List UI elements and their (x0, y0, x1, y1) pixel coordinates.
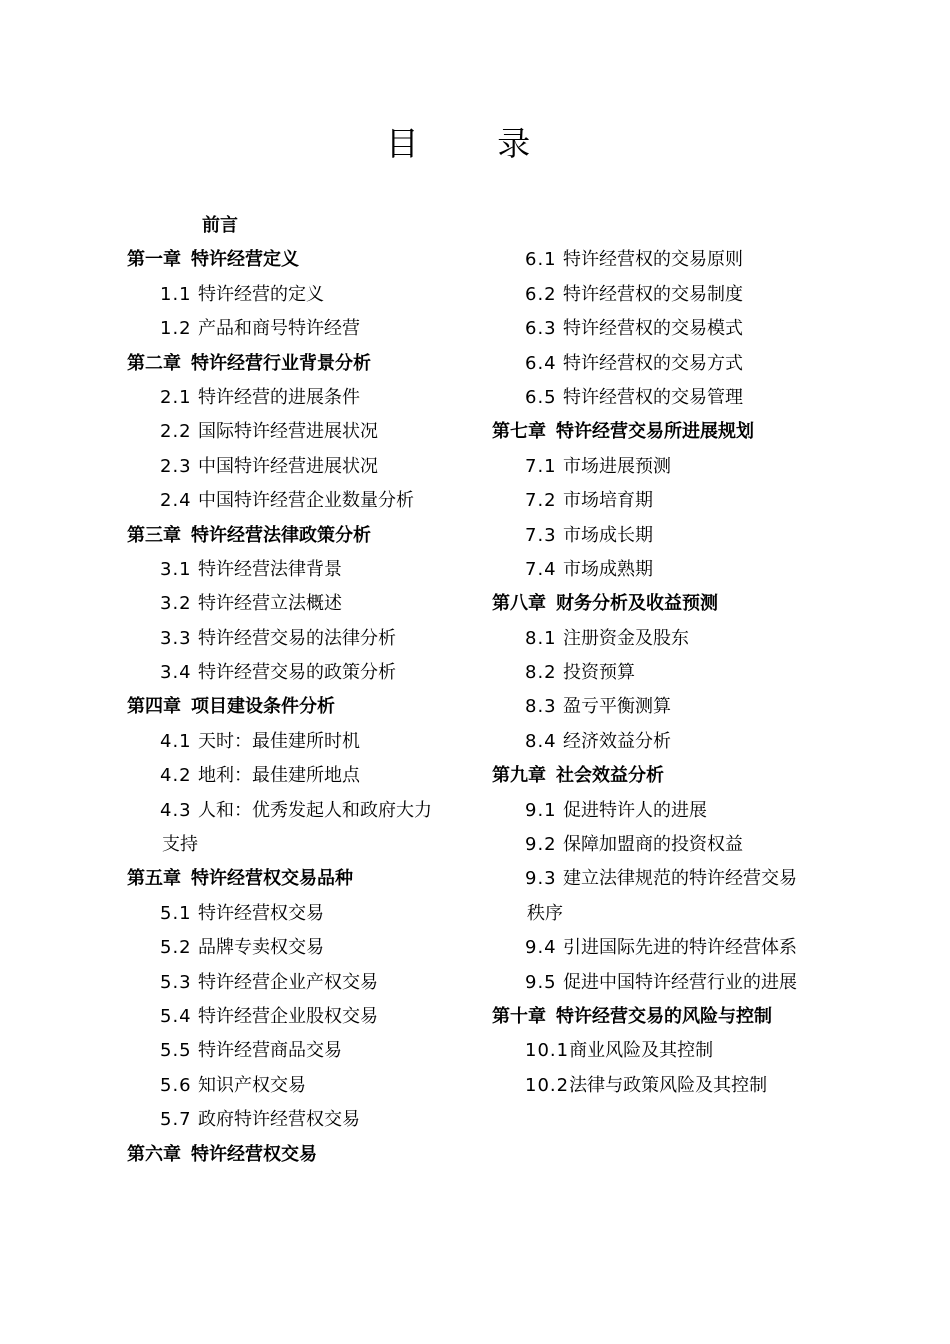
section-number: 5.1 (160, 902, 192, 924)
section-number: 7.2 (525, 490, 557, 512)
toc-section-continuation: 秩序 (527, 902, 563, 924)
section-number: 7.1 (525, 455, 557, 477)
toc-title: 目 录 (385, 124, 565, 163)
section-title: 特许经营权的交易制度 (563, 283, 743, 305)
toc-section (492, 1069, 842, 1103)
toc-section (492, 622, 842, 656)
section-number: 6.3 (525, 318, 557, 340)
chapter-title: 特许经营法律政策分析 (191, 524, 371, 546)
toc-section (127, 553, 487, 587)
section-title: 特许经营立法概述 (198, 593, 342, 615)
section-number: 8.1 (525, 627, 557, 649)
toc-section (492, 656, 842, 690)
chapter-label: 第四章 (127, 696, 181, 718)
toc-section (127, 794, 487, 828)
toc-section-continuation: 支持 (162, 834, 198, 856)
toc-right-column (492, 243, 842, 1103)
toc-left-column (127, 209, 487, 1172)
section-number: 7.3 (525, 524, 557, 546)
section-number: 9.3 (525, 868, 557, 890)
section-number: 9.2 (525, 834, 557, 856)
section-number: 8.4 (525, 730, 557, 752)
toc-section (492, 278, 842, 312)
section-number: 6.1 (525, 249, 557, 271)
section-title: 市场培育期 (563, 490, 653, 512)
chapter-title: 特许经营行业背景分析 (191, 352, 371, 374)
toc-chapter (492, 1000, 842, 1034)
section-title: 保障加盟商的投资权益 (563, 834, 743, 856)
section-number: 4.1 (160, 730, 192, 752)
toc-section (127, 450, 487, 484)
toc-section (492, 794, 842, 828)
toc-section (492, 347, 842, 381)
section-title: 特许经营企业股权交易 (198, 1005, 378, 1027)
toc-chapter (127, 862, 487, 896)
toc-section (127, 931, 487, 965)
section-number: 3.3 (160, 627, 192, 649)
section-title: 投资预算 (563, 662, 635, 684)
section-title: 特许经营的定义 (198, 283, 324, 305)
section-title: 特许经营商品交易 (198, 1040, 342, 1062)
section-title: 天时：最佳建所时机 (198, 730, 360, 752)
section-title: 特许经营法律背景 (198, 558, 342, 580)
section-number: 10.1 (525, 1040, 570, 1062)
section-title: 促进中国特许经营行业的进展 (563, 971, 797, 993)
toc-chapter (127, 1138, 487, 1172)
toc-section (127, 1034, 487, 1068)
toc-chapter (492, 759, 842, 793)
section-title: 特许经营权交易 (198, 902, 324, 924)
section-title: 特许经营交易的政策分析 (198, 662, 396, 684)
chapter-title: 项目建设条件分析 (191, 696, 335, 718)
section-title: 品牌专卖权交易 (198, 937, 324, 959)
section-title: 盈亏平衡测算 (563, 696, 671, 718)
chapter-label: 第八章 (492, 593, 546, 615)
section-title: 市场成长期 (563, 524, 653, 546)
section-number: 5.5 (160, 1040, 192, 1062)
section-number: 8.3 (525, 696, 557, 718)
section-title: 特许经营权的交易方式 (563, 352, 743, 374)
section-title: 特许经营交易的法律分析 (198, 627, 396, 649)
toc-section (127, 312, 487, 346)
toc-section (492, 690, 842, 724)
toc-section (127, 725, 487, 759)
section-title: 市场进展预测 (563, 455, 671, 477)
toc-section (127, 656, 487, 690)
section-number: 2.2 (160, 421, 192, 443)
toc-section (127, 415, 487, 449)
chapter-label: 第二章 (127, 352, 181, 374)
chapter-title: 特许经营定义 (191, 249, 299, 271)
chapter-label: 第五章 (127, 868, 181, 890)
toc-chapter (492, 587, 842, 621)
toc-section (492, 484, 842, 518)
section-number: 3.1 (160, 558, 192, 580)
section-title: 经济效益分析 (563, 730, 671, 752)
toc-section (492, 725, 842, 759)
toc-section (127, 897, 487, 931)
toc-section (492, 381, 842, 415)
toc-chapter (127, 519, 487, 553)
toc-section (127, 759, 487, 793)
section-number: 1.2 (160, 318, 192, 340)
toc-section (492, 966, 842, 1000)
section-number: 8.2 (525, 662, 557, 684)
chapter-label: 第九章 (492, 765, 546, 787)
section-number: 2.4 (160, 490, 192, 512)
section-title: 中国特许经营企业数量分析 (198, 490, 414, 512)
chapter-title: 特许经营权交易品种 (191, 868, 353, 890)
chapter-label: 第三章 (127, 524, 181, 546)
section-title: 国际特许经营进展状况 (198, 421, 378, 443)
section-title: 特许经营权的交易管理 (563, 386, 743, 408)
chapter-title: 特许经营交易的风险与控制 (556, 1005, 772, 1027)
chapter-title: 特许经营权交易 (191, 1143, 317, 1165)
toc-section (127, 484, 487, 518)
chapter-title: 特许经营交易所进展规划 (556, 421, 754, 443)
toc-section (127, 381, 487, 415)
section-number: 9.4 (525, 937, 557, 959)
toc-chapter (492, 415, 842, 449)
section-number: 10.2 (525, 1074, 570, 1096)
section-title: 法律与政策风险及其控制 (569, 1074, 768, 1096)
section-title: 市场成熟期 (563, 558, 653, 580)
toc-section (492, 862, 842, 896)
section-title: 建立法律规范的特许经营交易 (563, 868, 797, 890)
toc-section (127, 966, 487, 1000)
section-title: 商业风险及其控制 (569, 1040, 714, 1062)
section-number: 2.3 (160, 455, 192, 477)
chapter-label: 第七章 (492, 421, 546, 443)
section-title: 地利：最佳建所地点 (198, 765, 360, 787)
toc-chapter (127, 243, 487, 277)
section-number: 1.1 (160, 283, 192, 305)
toc-section (492, 828, 842, 862)
section-number: 5.2 (160, 937, 192, 959)
section-number: 5.6 (160, 1074, 192, 1096)
section-number: 6.2 (525, 283, 557, 305)
section-number: 2.1 (160, 386, 192, 408)
toc-chapter (127, 690, 487, 724)
section-title: 产品和商号特许经营 (198, 318, 360, 340)
toc-section (492, 1034, 842, 1068)
section-number: 9.5 (525, 971, 557, 993)
section-number: 6.5 (525, 386, 557, 408)
section-title: 注册资金及股东 (563, 627, 689, 649)
chapter-title: 财务分析及收益预测 (556, 593, 718, 615)
toc-section (492, 450, 842, 484)
chapter-label: 第一章 (127, 249, 181, 271)
section-number: 7.4 (525, 558, 557, 580)
section-number: 4.2 (160, 765, 192, 787)
toc-section (492, 243, 842, 277)
section-number: 5.7 (160, 1109, 192, 1131)
toc-section (127, 622, 487, 656)
chapter-title: 社会效益分析 (556, 765, 664, 787)
section-title: 特许经营权的交易模式 (563, 318, 743, 340)
toc-section (127, 278, 487, 312)
toc-section (492, 553, 842, 587)
section-title: 人和：优秀发起人和政府大力 (198, 799, 432, 821)
section-number: 6.4 (525, 352, 557, 374)
section-number: 4.3 (160, 799, 192, 821)
section-title: 特许经营企业产权交易 (198, 971, 378, 993)
section-title: 促进特许人的进展 (563, 799, 707, 821)
section-title: 知识产权交易 (198, 1074, 306, 1096)
toc-section (492, 519, 842, 553)
section-title: 引进国际先进的特许经营体系 (563, 937, 797, 959)
section-title: 特许经营权的交易原则 (563, 249, 743, 271)
toc-section (127, 1103, 487, 1137)
section-number: 3.2 (160, 593, 192, 615)
chapter-label: 第十章 (492, 1005, 546, 1027)
section-title: 中国特许经营进展状况 (198, 455, 378, 477)
toc-section (492, 931, 842, 965)
section-number: 5.4 (160, 1005, 192, 1027)
toc-preface: 前言 (202, 215, 238, 236)
toc-section (127, 587, 487, 621)
toc-section (127, 1069, 487, 1103)
toc-section (492, 312, 842, 346)
section-number: 3.4 (160, 662, 192, 684)
section-title: 政府特许经营权交易 (198, 1109, 360, 1131)
section-number: 9.1 (525, 799, 557, 821)
section-title: 特许经营的进展条件 (198, 386, 360, 408)
chapter-label: 第六章 (127, 1143, 181, 1165)
toc-chapter (127, 347, 487, 381)
section-number: 5.3 (160, 971, 192, 993)
toc-section (127, 1000, 487, 1034)
